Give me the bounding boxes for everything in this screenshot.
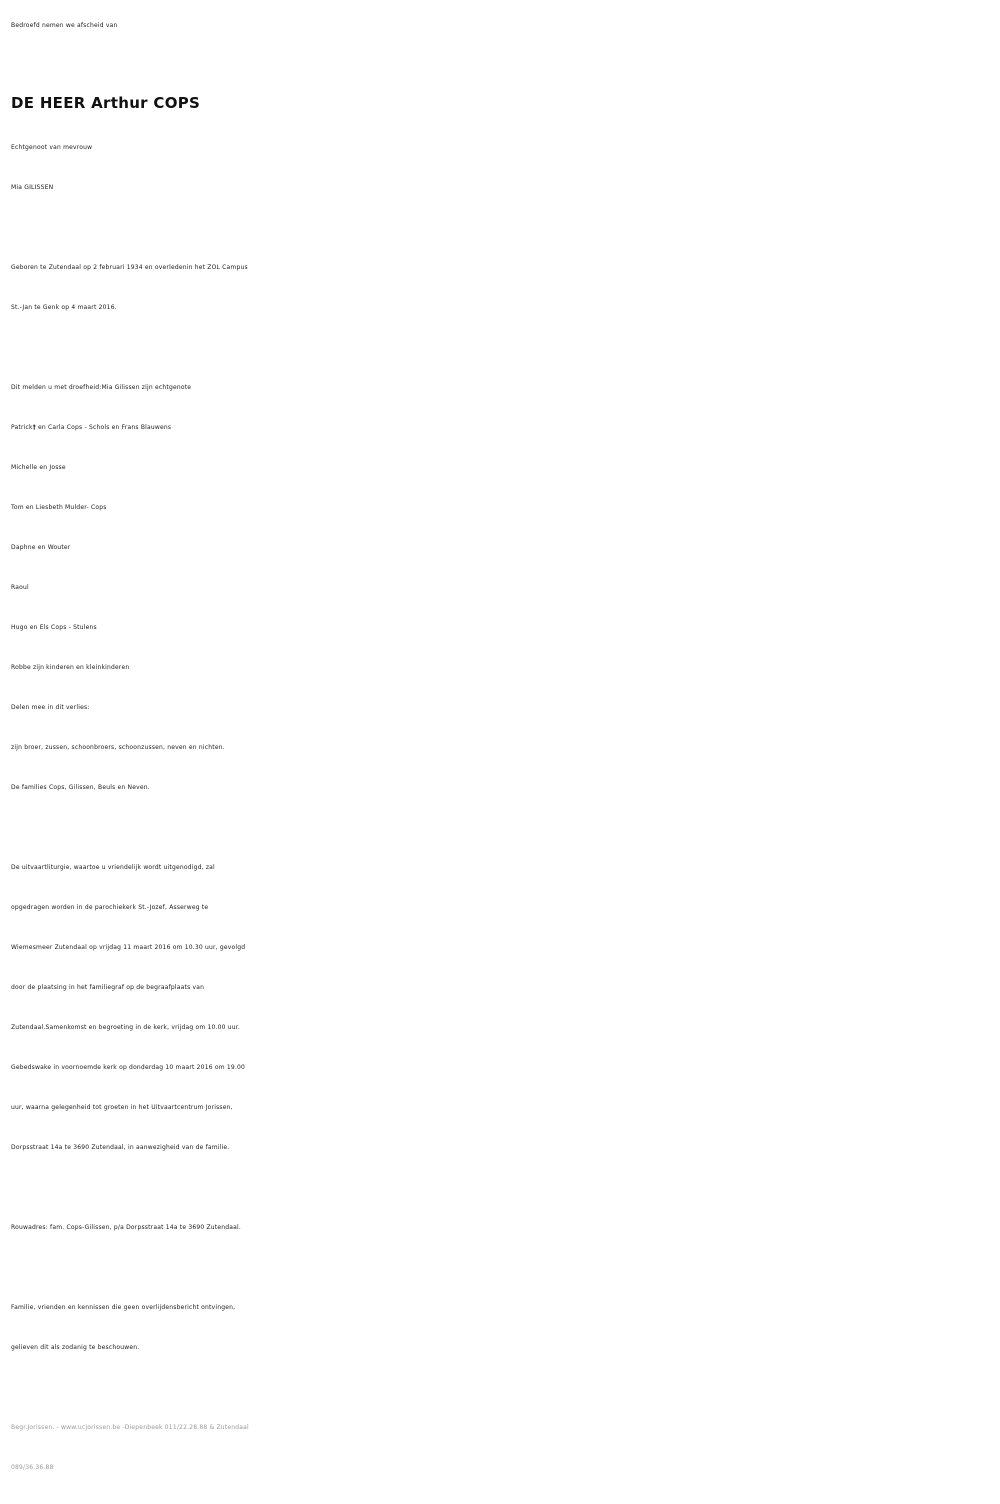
family-line-2-rest: en Carla Cops - Schols en Frans Blauwens [35, 424, 172, 431]
funeral-line-3: Wiemesmeer Zutendaal op vrijdag 11 maart 2016 om 10.30 uur, gevolgd [11, 944, 246, 951]
family-line-7: Hugo en Els Cops - Stulens [11, 624, 97, 631]
spacer [11, 1368, 996, 1408]
cross-icon: † [32, 424, 36, 431]
birth-death-line-1: Geboren te Zutendaal op 2 februari 1934 en overledenin het ZOL Campus [11, 264, 248, 271]
family-line-5: Daphne en Wouter [11, 544, 71, 551]
family-line-1: Dit melden u met droefheid:Mia Gilissen zijn echtgenote [11, 384, 192, 391]
deceased-name: DE HEER Arthur COPS [11, 94, 201, 112]
family-line-10: zijn broer, zussen, schoonbroers, schoonzussen, neven en nichten. [11, 744, 225, 751]
family-line-3: Michelle en Josse [11, 464, 66, 471]
funeral-line-4: door de plaatsing in het familiegraf op de begraafplaats van [11, 984, 205, 991]
obituary-notice [11, 6, 996, 1488]
spacer [11, 1248, 996, 1288]
family-line-2-name: Patrick [11, 424, 33, 431]
funeral-line-5: Zutendaal.Samenkomst en begroeting in de kerk, vrijdag om 10.00 uur. [11, 1024, 241, 1031]
family-line-9: Delen mee in dit verlies: [11, 704, 90, 711]
funeral-line-8: Dorpsstraat 14a te 3690 Zutendaal, in aanwezigheid van de familie. [11, 1144, 230, 1151]
family-line-11: De families Cops, Gilissen, Beuls en Neven. [11, 784, 150, 791]
family-line-6: Raoul [11, 584, 29, 591]
closing-line-2: gelieven dit als zodanig te beschouwen. [11, 1344, 140, 1351]
spacer [11, 808, 996, 848]
funeral-line-2: opgedragen worden in de parochiekerk St.-Jozef, Asserweg te [11, 904, 209, 911]
mourning-address: Rouwadres: fam. Cops-Gilissen, p/a Dorpsstraat 14a te 3690 Zutendaal. [11, 1224, 241, 1231]
family-line-2 [11, 408, 996, 448]
spacer [11, 208, 996, 248]
family-line-8: Robbe zijn kinderen en kleinkinderen [11, 664, 130, 671]
funeral-line-1: De uitvaartliturgie, waartoe u vriendelijk wordt uitgenodigd, zal [11, 864, 215, 871]
intro-text: Bedroefd nemen we afscheid van [11, 22, 118, 29]
spouse-line-1: Echtgenoot van mevrouw [11, 144, 93, 151]
family-line-4: Tom en Liesbeth Mulder- Cops [11, 504, 107, 511]
funeral-home-footer-line-2: 089/36.36.88 [11, 1464, 54, 1471]
spouse-line-2: Mia GILISSEN [11, 184, 54, 191]
funeral-line-7: uur, waarna gelegenheid tot groeten in het Uitvaartcentrum Jorissen, [11, 1104, 233, 1111]
closing-line-1: Familie, vrienden en kennissen die geen overlijdensbericht ontvingen, [11, 1304, 236, 1311]
funeral-line-6: Gebedswake in voornoemde kerk op donderdag 10 maart 2016 om 19.00 [11, 1064, 246, 1071]
spacer [11, 328, 996, 368]
birth-death-line-2: St.-Jan te Genk op 4 maart 2016. [11, 304, 117, 311]
funeral-home-footer-line-1: Begr.Jorissen, - www.ucjorissen.be -Diepenbeek 011/22.28.88 & Zutendaal [11, 1424, 249, 1431]
spacer [11, 1168, 996, 1208]
